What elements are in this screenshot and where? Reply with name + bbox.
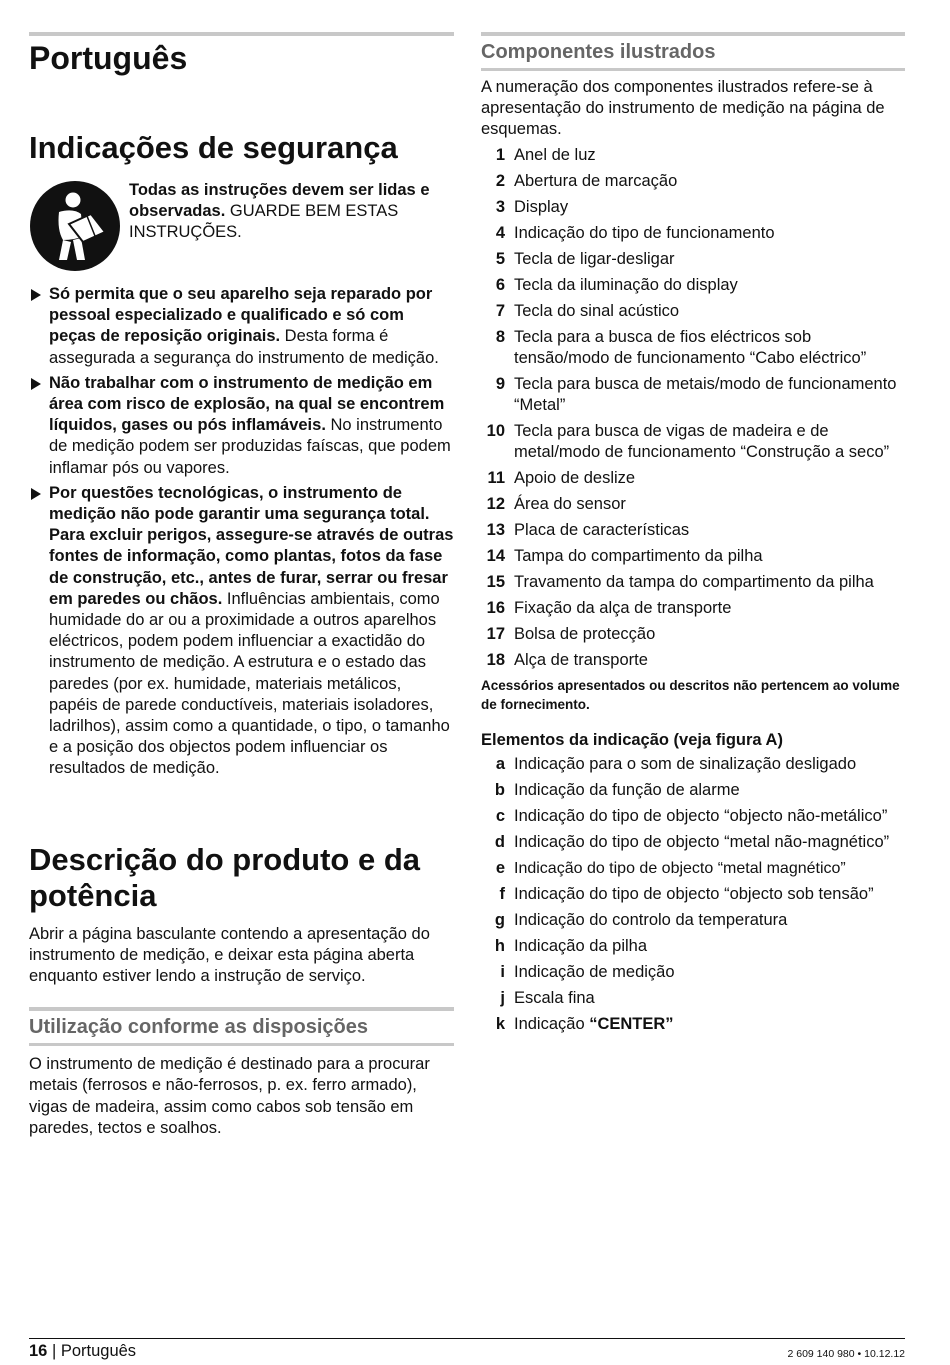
item-text-plain: Indicação: [514, 1015, 590, 1034]
footer-rule: [29, 1338, 905, 1339]
item-text: Alça de transporte: [514, 651, 648, 670]
list-item: [481, 858, 905, 879]
item-text: Indicação do tipo de objecto “metal magnético”: [514, 860, 846, 878]
item-number: 12: [486, 495, 505, 514]
footer-language: Português: [60, 1342, 137, 1360]
list-item: [481, 936, 905, 957]
list-item: [481, 145, 905, 166]
item-text: Display: [514, 197, 569, 216]
item-letter: j: [500, 989, 505, 1008]
safety-bullets: [29, 284, 454, 780]
document-reference: 2 609 140 980 • 10.12.12: [787, 1348, 905, 1360]
item-text: Tecla de ligar-desligar: [514, 249, 675, 268]
item-number: 7: [495, 301, 505, 320]
item-text: Indicação do tipo de objecto “objecto sob tensão”: [514, 885, 874, 904]
safety-intro-bold: Todas as instruções devem ser lidas e observadas.: [129, 181, 430, 221]
item-text: Escala fina: [514, 989, 595, 1008]
list-item: [29, 483, 454, 780]
list-item: [29, 373, 454, 479]
item-text: [514, 1014, 905, 1035]
item-text: Indicação do tipo de funcionamento: [514, 223, 775, 242]
item-text: Indicação da pilha: [514, 937, 648, 956]
left-column: [29, 32, 454, 1139]
list-item: [481, 832, 905, 853]
list-item: [481, 806, 905, 827]
item-text: Tecla da iluminação do display: [514, 275, 738, 294]
accessories-note: Acessórios apresentados ou descritos não pertencem ao volume de fornecimento.: [481, 678, 900, 713]
list-item: [481, 598, 905, 619]
item-text: Tecla do sinal acústico: [514, 301, 680, 320]
safety-warning-box: [29, 180, 454, 272]
use-heading: Utilização conforme as disposições: [29, 1007, 454, 1046]
item-text: Apoio de deslize: [514, 469, 636, 488]
list-item: [481, 1014, 905, 1035]
list-item: [481, 249, 905, 270]
bullet-text: Influências ambientais, como humidade do ar ou a proximidade a outros aparelhos eléctricos, podem podem influenciar a exactidão do instrumento de medição. A estrutura e o estado das paredes (por ex. humidade, materiais metálicos, papéis de parede conductíveis, materiais isoladores, ladrilhos), assim como a quantidade, o tipo, o tamanho e a posição dos objectos podem influenciar os resultados de medição.: [49, 589, 450, 778]
safety-heading: Indicações de segurança: [29, 130, 398, 165]
item-letter: d: [494, 833, 505, 852]
list-item: [481, 421, 905, 463]
read-manual-icon: [29, 180, 121, 272]
list-item: [481, 962, 905, 983]
list-item: [481, 275, 905, 296]
list-item: [481, 910, 905, 931]
triangle-bullet-icon: [31, 378, 41, 390]
item-number: 17: [486, 625, 505, 644]
item-text: Anel de luz: [514, 145, 596, 164]
item-text: Tampa do compartimento da pilha: [514, 547, 763, 566]
footer-left: [29, 1342, 136, 1361]
item-number: 9: [495, 374, 505, 393]
item-number: 16: [486, 599, 505, 618]
language-title: Português: [29, 40, 188, 76]
use-text: O instrumento de medição é destinado para a procurar metais (ferrosos e não-ferrosos, p. ex. ferro armado), vigas de madeira, assim como cabos sob tensão em paredes, tectos e soalhos.: [29, 1055, 430, 1137]
item-text: Fixação da alça de transporte: [514, 599, 732, 618]
item-letter: a: [495, 755, 505, 774]
display-elements-list: [481, 754, 905, 1035]
triangle-bullet-icon: [31, 488, 41, 500]
item-letter: e: [495, 859, 505, 878]
item-number: 18: [486, 651, 505, 670]
item-text: Travamento da tampa do compartimento da pilha: [514, 573, 874, 592]
list-item: [481, 327, 905, 369]
bullet-bold: Por questões tecnológicas, o instrumento de medição não pode garantir uma segurança total. Para excluir perigos, assegure-se através de outras fontes de informação, como plantas, fotos da fase de construção, etc., antes de furar, serrar ou fresar em paredes ou chãos.: [49, 483, 454, 608]
safety-intro-rest: GUARDE BEM ESTAS INSTRUÇÕES.: [129, 202, 399, 242]
item-text: Bolsa de protecção: [514, 625, 656, 644]
safety-intro: [129, 180, 454, 272]
item-number: 4: [495, 223, 505, 242]
item-letter: f: [499, 885, 505, 904]
item-letter: k: [495, 1015, 505, 1034]
bullet-bold: Não trabalhar com o instrumento de medição em área com risco de explosão, na qual se encontrem líquidos, gases ou pós inflamáveis.: [49, 373, 445, 435]
item-number: 11: [487, 469, 505, 488]
list-item: [481, 780, 905, 801]
list-item: [481, 988, 905, 1009]
item-number: 1: [495, 145, 505, 164]
bullet-text: No instrumento de medição podem ser produzidas faíscas, que podem inflamar pós ou vapores.: [49, 416, 451, 477]
item-number: 14: [486, 547, 505, 566]
item-text: Indicação da função de alarme: [514, 781, 740, 800]
components-heading: Componentes ilustrados: [481, 32, 905, 71]
item-letter: b: [494, 781, 505, 800]
list-item: [481, 374, 905, 416]
list-item: [481, 223, 905, 244]
product-text: Abrir a página basculante contendo a apresentação do instrumento de medição, e deixar esta página aberta enquanto estiver lendo a instrução de serviço.: [29, 924, 430, 986]
item-text: Indicação para o som de sinalização desligado: [514, 755, 857, 774]
list-item: [481, 520, 905, 541]
item-letter: c: [495, 807, 505, 826]
item-number: 15: [486, 573, 505, 592]
item-text: Tecla para a busca de fios eléctricos sob tensão/modo de funcionamento “Cabo eléctrico”: [514, 327, 867, 367]
top-rule: [29, 32, 454, 36]
page-number: 16: [29, 1342, 48, 1360]
item-number: 8: [495, 327, 505, 346]
item-text: Abertura de marcação: [514, 171, 678, 190]
item-text: Área do sensor: [514, 495, 626, 514]
list-item: [481, 624, 905, 645]
list-item: [481, 754, 905, 775]
list-item: [481, 572, 905, 593]
components-intro: A numeração dos componentes ilustrados refere-se à apresentação do instrumento de medição na página de esquemas.: [481, 78, 885, 139]
item-number: 2: [495, 171, 505, 190]
item-text: Placa de características: [514, 521, 690, 540]
item-text-bold: “CENTER”: [589, 1015, 674, 1034]
product-heading: Descrição do produto e da potência: [29, 841, 421, 913]
item-number: 6: [495, 275, 505, 294]
bullet-text: Desta forma é assegurada a segurança do instrumento de medição.: [49, 327, 439, 367]
item-text: Indicação do tipo de objecto “metal não-magnético”: [514, 833, 890, 852]
footer-separator: |: [51, 1342, 57, 1360]
list-item: [481, 884, 905, 905]
right-column: [481, 32, 905, 1040]
item-number: 3: [495, 197, 505, 216]
triangle-bullet-icon: [31, 289, 41, 301]
item-text: Tecla para busca de metais/modo de funcionamento “Metal”: [514, 374, 897, 415]
list-item: [481, 468, 905, 489]
list-item: [481, 197, 905, 218]
item-text: Indicação do tipo de objecto “objecto não-metálico”: [514, 807, 888, 826]
item-text: Indicação do controlo da temperatura: [514, 911, 788, 930]
components-list: [481, 145, 905, 672]
list-item: [481, 301, 905, 322]
list-item: [481, 546, 905, 567]
item-number: 10: [486, 422, 505, 441]
item-text: Tecla para busca de vigas de madeira e de metal/modo de funcionamento “Construção a seco”: [514, 422, 890, 462]
list-item: [29, 284, 454, 369]
item-letter: h: [494, 937, 505, 956]
item-number: 5: [495, 249, 505, 268]
item-text: Indicação de medição: [514, 963, 675, 982]
list-item: [481, 171, 905, 192]
item-letter: i: [500, 963, 505, 982]
item-number: 13: [486, 521, 505, 540]
display-elements-heading: Elementos da indicação (veja figura A): [481, 731, 783, 750]
list-item: [481, 650, 905, 671]
list-item: [481, 494, 905, 515]
item-letter: g: [494, 911, 505, 930]
bullet-bold: Só permita que o seu aparelho seja reparado por pessoal especializado e qualificado e só com peças de reposição originais.: [49, 285, 433, 346]
